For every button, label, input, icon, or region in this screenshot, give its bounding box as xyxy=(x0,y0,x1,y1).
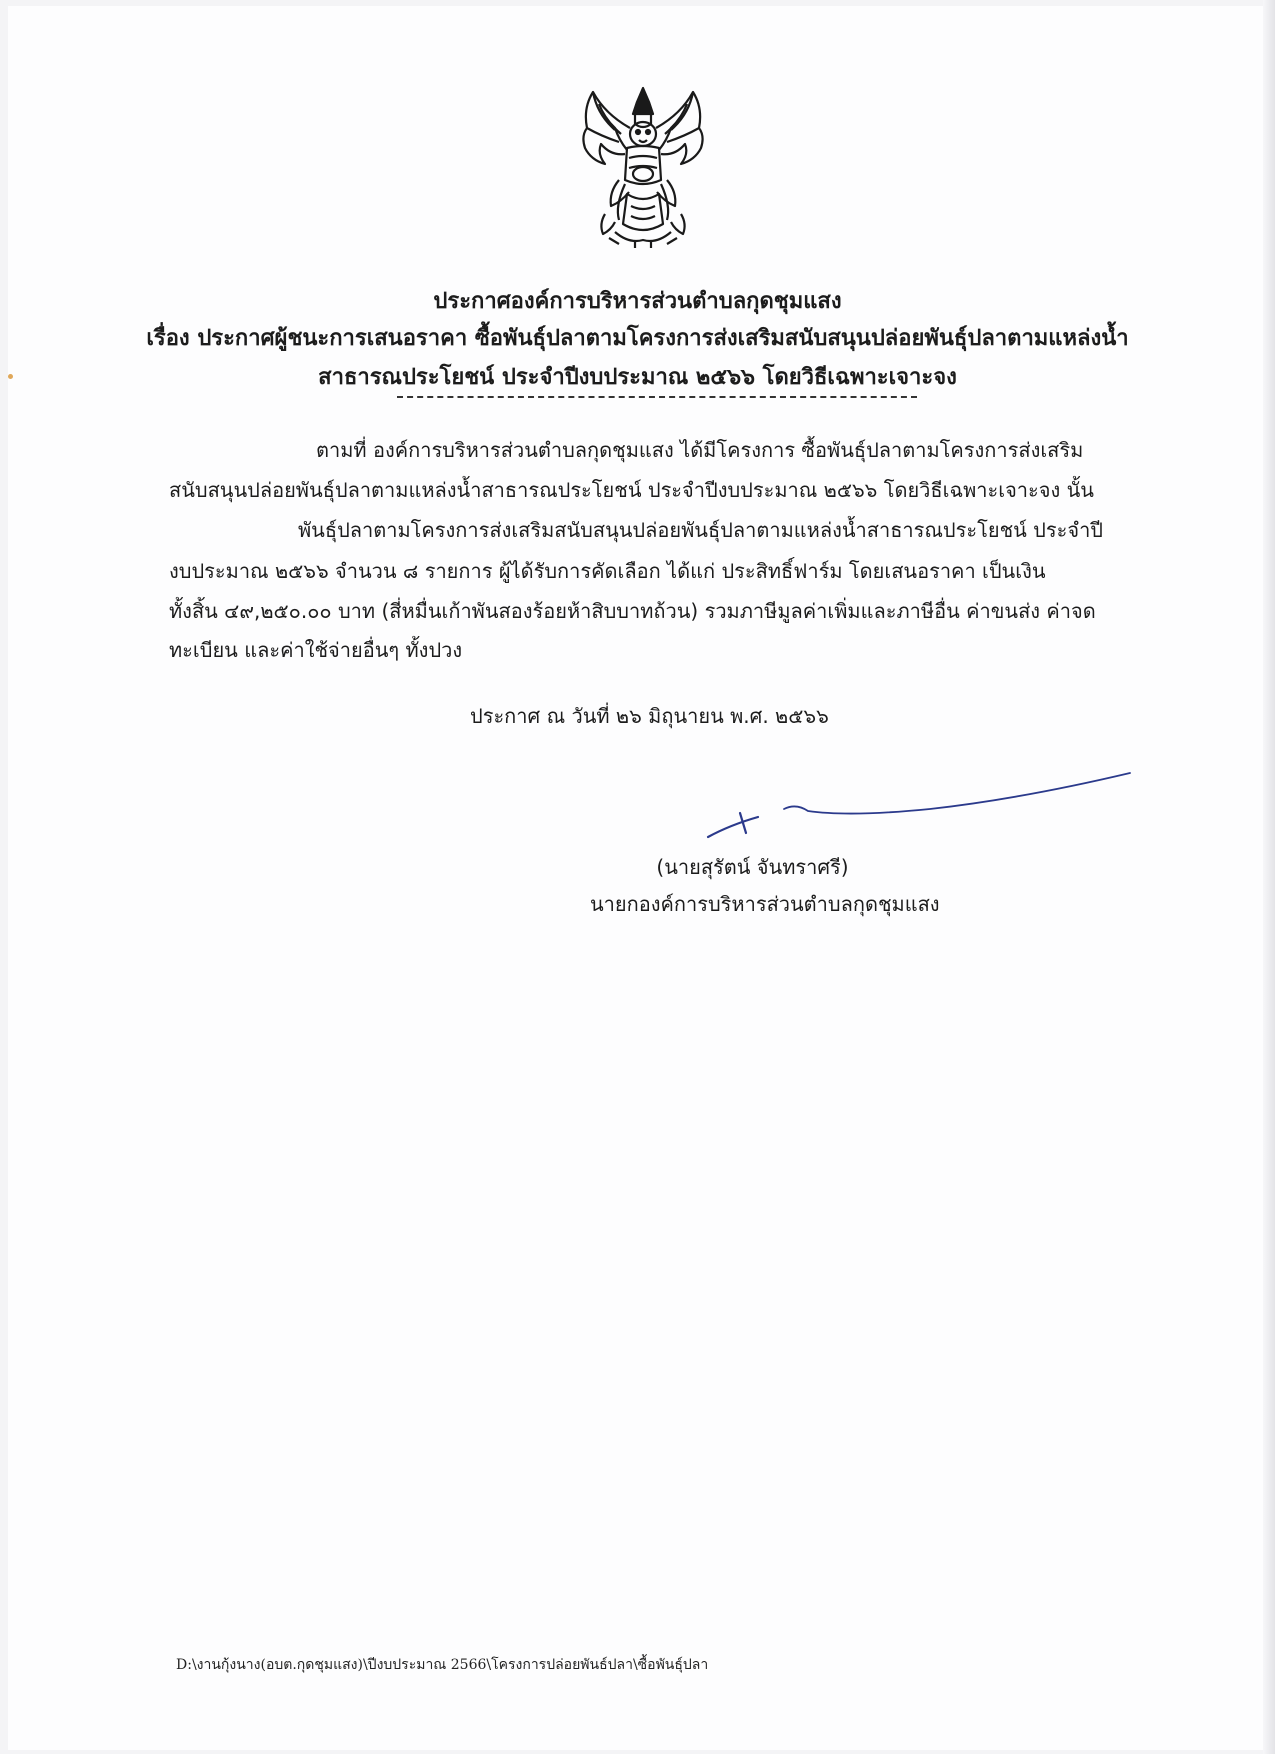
body-line: พันธุ์ปลาตามโครงการส่งเสริมสนับสนุนปล่อยพันธุ์ปลาตามแหล่งน้ำสาธารณประโยชน์ ประจำปี xyxy=(298,518,1103,542)
body-line: ทั้งสิ้น ๔๙,๒๕๐.๐๐ บาท (สี่หมื่นเก้าพันสองร้อยห้าสิบบาทถ้วน) รวมภาษีมูลค่าเพิ่มและภาษีอื่น ค่าขนส่ง ค่าจด xyxy=(169,599,1096,623)
body-line: ตามที่ องค์การบริหารส่วนตำบลกุดชุมแสง ได้มีโครงการ ซื้อพันธุ์ปลาตามโครงการส่งเสริม xyxy=(316,438,1084,462)
announcement-date: ประกาศ ณ วันที่ ๒๖ มิถุนายน พ.ศ. ๒๕๖๖ xyxy=(470,704,829,728)
file-path-footer: D:\งานกุ้งนาง(อบต.กุดชุมแสง)\ปีงบประมาณ 2566\โครงการปล่อยพันธ์ปลา\ซื้อพันธุ์ปลา xyxy=(176,1657,709,1673)
body-line: ทะเบียน และค่าใช้จ่ายอื่นๆ ทั้งปวง xyxy=(169,638,463,662)
body-line: งบประมาณ ๒๕๖๖ จำนวน ๘ รายการ ผู้ได้รับการคัดเลือก ได้แก่ ประสิทธิ์ฟาร์ม โดยเสนอราคา เป็นเงิน xyxy=(169,559,1046,583)
subject-line-2: สาธารณประโยชน์ ประจำปีงบประมาณ ๒๕๖๖ โดยวิธีเฉพาะเจาะจง xyxy=(318,365,957,390)
body-line: สนับสนุนปล่อยพันธุ์ปลาตามแหล่งน้ำสาธารณประโยชน์ ประจำปีงบประมาณ ๒๕๖๖ โดยวิธีเฉพาะเจาะจง นั้น xyxy=(169,478,1094,502)
document-title: ประกาศองค์การบริหารส่วนตำบลกุดชุมแสง xyxy=(433,289,842,314)
handwritten-signature xyxy=(700,765,1140,845)
subject-line-1: เรื่อง ประกาศผู้ชนะการเสนอราคา ซื้อพันธุ์ปลาตามโครงการส่งเสริมสนับสนุนปล่อยพันธุ์ปลาตามแหล่งน้ำ xyxy=(146,326,1129,351)
heading-divider xyxy=(397,396,917,398)
signer-name: (นายสุรัตน์ จันทราศรี) xyxy=(656,855,849,879)
signer-position: นายกองค์การบริหารส่วนตำบลกุดชุมแสง xyxy=(590,892,940,916)
garuda-emblem-icon xyxy=(575,84,711,250)
